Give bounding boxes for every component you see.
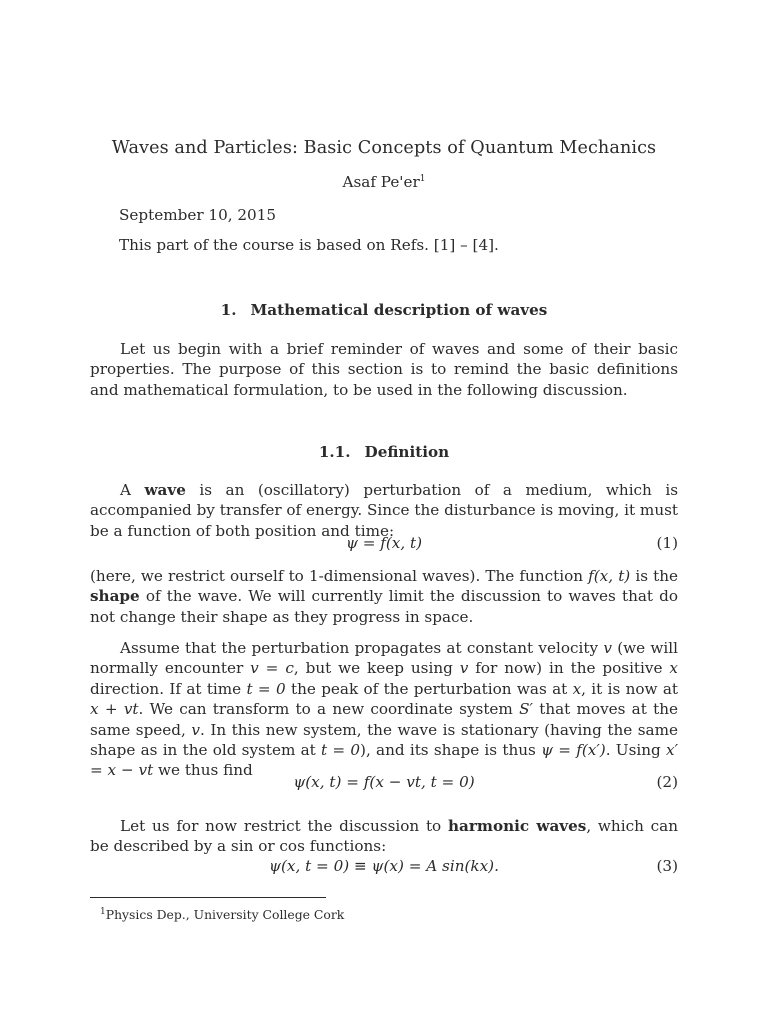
- term-shape: shape: [90, 587, 140, 606]
- section-heading-1: [90, 301, 678, 319]
- paper-title: Waves and Particles: Basic Concepts of Quantum Mechanics: [111, 138, 657, 158]
- section-number: 1.: [220, 301, 237, 319]
- term-harmonic-waves: harmonic waves: [447, 817, 587, 835]
- paragraph-1: [90, 339, 678, 400]
- equation-number: (1): [656, 534, 678, 552]
- section-title: Mathematical description of waves: [250, 301, 548, 319]
- paragraph-2: A wave is an (oscillatory) perturbation of a medium, which is accompanied by transfer of energy. Since the disturbance is moving, it must be a function of both position and time:: [90, 481, 678, 540]
- subsection-heading-1-1: [90, 443, 678, 461]
- equation-2: [90, 773, 678, 795]
- intro-text: This part of the course is based on Refs. [1] – [4].: [119, 236, 499, 254]
- equation-number: (2): [656, 773, 678, 791]
- footnote-mark: 1: [100, 906, 106, 917]
- paragraph-4: Assume that the perturbation propagates at constant velocity v (we will normally encounter v = c, but we keep using v for now) in the positive x direction. If at time t = 0 the peak of the perturbation was at x, it is now at x + vt. We can transform to a new coordinate system S′ that moves at the same speed, v. In this new system, the wave is stationary (having the same shape as in the old system at t = 0), and its shape is thus ψ = f(x′). Using x′ = x − vt we thus find: [90, 639, 679, 780]
- date: September 10, 2015: [119, 206, 277, 224]
- author-footnote-mark: 1: [419, 173, 426, 184]
- paragraph-3: (here, we restrict ourself to 1-dimensional waves). The function f(x, t) is the shape of the wave. We will currently limit the discussion to waves that do not change their shape as they progress in space.: [90, 567, 678, 626]
- equation-math: ψ(x, t = 0) ≡ ψ(x) = A sin(kx).: [269, 857, 499, 875]
- author-line: [90, 173, 678, 191]
- subsection-title: Definition: [364, 443, 450, 461]
- author-name: Asaf Pe'er: [342, 173, 420, 191]
- paragraph-text: Let us begin with a brief reminder of waves and some of their basic properties. The purpose of this section is to remind the basic definitions and mathematical formulation, to be used in the following discussion.: [90, 340, 678, 399]
- term-wave: wave: [144, 481, 186, 499]
- equation-math: ψ(x, t) = f(x − vt, t = 0): [293, 773, 475, 791]
- equation-math: ψ = f(x, t): [345, 534, 423, 552]
- equation-number: (3): [656, 857, 678, 875]
- subsection-number: 1.1.: [318, 443, 351, 461]
- footnote: [100, 907, 344, 922]
- footnote-text: Physics Dep., University College Cork: [105, 907, 345, 922]
- equation-3: [90, 857, 678, 879]
- footnote-divider: [90, 897, 326, 898]
- equation-1: [90, 534, 678, 556]
- paragraph-5: Let us for now restrict the discussion to harmonic waves, which can be described by a sin or cos functions:: [90, 817, 678, 856]
